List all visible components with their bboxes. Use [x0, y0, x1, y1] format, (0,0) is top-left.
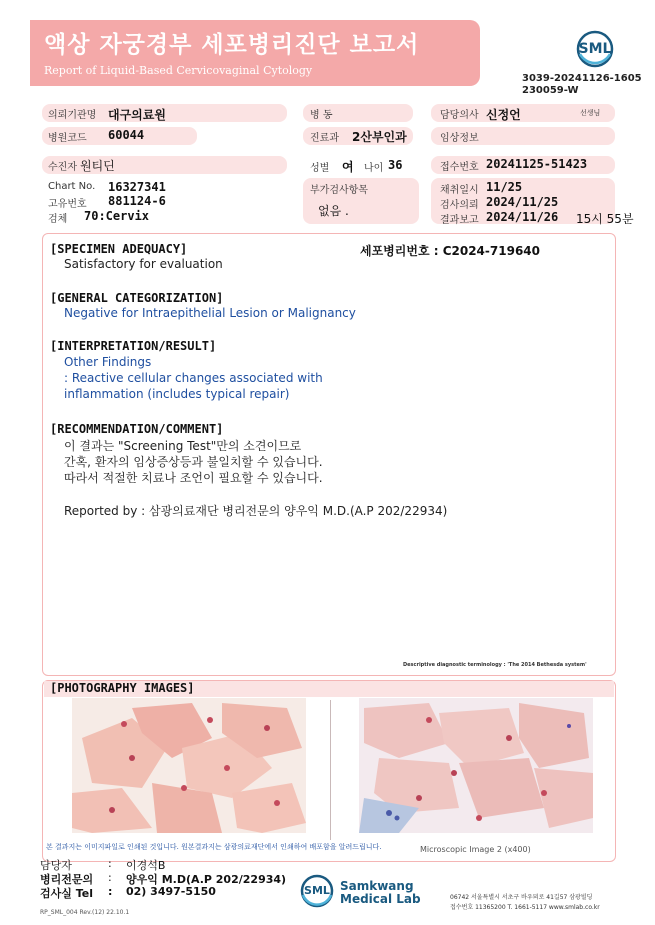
chart-no-value: 16327341 — [108, 180, 166, 194]
photo-heading: [PHOTOGRAPHY IMAGES] — [50, 681, 195, 695]
unique-id-value: 881124-6 — [108, 194, 166, 208]
microscopic-image-2 — [359, 698, 593, 833]
hospital-code-label: 병원코드 — [48, 133, 87, 144]
result-time: 15시 55분 — [576, 212, 634, 226]
dept-label: 진료과 — [310, 133, 339, 144]
staff-colon: : — [108, 857, 112, 870]
code-line-1: 3039-20241126-1605 — [522, 73, 642, 84]
print-notice: 본 결과지는 이미지파일로 인쇄된 것입니다. 원본결과지는 삼광의료재단에서 인쇄하여 배포함을 알려드립니다. — [46, 843, 382, 851]
tel-colon: : — [108, 885, 113, 898]
request-label: 검사의뢰 — [440, 200, 479, 211]
patient-value: 원티딘 — [80, 159, 115, 173]
org-label: 의뢰기관명 — [48, 110, 97, 121]
recommendation-line-2: 간혹, 환자의 임상증상등과 불일치할 수 있습니다. — [64, 455, 323, 469]
report-subtitle: Report of Liquid-Based Cervicovaginal Cytology — [44, 64, 313, 77]
collect-label: 채취일시 — [440, 185, 479, 196]
terminology-note: Descriptive diagnostic terminology : 'The 2014 Bethesda system' — [403, 662, 587, 668]
pathologist-colon: : — [108, 871, 112, 884]
adequacy-heading: [SPECIMEN ADEQUACY] — [50, 242, 188, 256]
patient-label: 수진자 — [48, 162, 77, 173]
address-line-1: 06742 서울특별시 서초구 바우뫼로 41길57 삼광빌딩 — [450, 894, 593, 901]
recommendation-line-1: 이 결과는 "Screening Test"만의 소견이므로 — [64, 439, 302, 453]
hospital-code-value: 60044 — [108, 128, 145, 142]
recommendation-line-3: 따라서 적절한 치료나 조언이 필요할 수 있습니다. — [64, 471, 323, 485]
interpretation-line-2: : Reactive cellular changes associated with — [64, 371, 323, 385]
footer-logo-text: SML — [304, 884, 330, 897]
adequacy-text: Satisfactory for evaluation — [64, 257, 223, 271]
staff-label: 담당자 — [40, 859, 72, 872]
tel-value: 02) 3497-5150 — [126, 885, 216, 898]
interpretation-line-1: Other Findings — [64, 355, 152, 369]
sex-label: 성별 — [310, 163, 330, 174]
recommendation-heading: [RECOMMENDATION/COMMENT] — [50, 422, 224, 436]
image-2-caption: Microscopic Image 2 (x400) — [420, 845, 531, 854]
general-heading: [GENERAL CATEGORIZATION] — [50, 291, 224, 305]
footer-logo-icon — [300, 874, 334, 908]
specimen-value: 70:Cervix — [84, 209, 150, 223]
general-text: Negative for Intraepithelial Lesion or Malignancy — [64, 306, 356, 320]
chart-no-label: Chart No. — [48, 181, 96, 192]
extra-test-value: 없음 . — [318, 204, 349, 218]
extra-test-label: 부가검사항목 — [310, 185, 368, 196]
collect-value: 11/25 — [486, 180, 523, 194]
code-line-2: 230059-W — [522, 85, 579, 96]
request-value: 2024/11/25 — [486, 195, 559, 209]
doctor-value: 신정언 — [486, 108, 521, 122]
clinical-label: 임상정보 — [440, 133, 479, 144]
unique-id-label: 고유번호 — [48, 199, 87, 210]
doctor-label: 담당의사 — [440, 110, 479, 121]
pathologist-label: 병리전문의 — [40, 873, 94, 886]
ward-label: 병 동 — [310, 110, 333, 121]
address-block — [450, 893, 600, 913]
pathologist-value: 양우익 M.D(A.P 202/22934) — [126, 873, 287, 886]
interpretation-heading: [INTERPRETATION/RESULT] — [50, 339, 217, 353]
form-code: RP_SML_004 Rev.(12) 22.10.1 — [40, 909, 130, 916]
org-value: 대구의료원 — [108, 108, 166, 122]
specimen-label: 검체 — [48, 214, 68, 225]
report-codes — [522, 73, 642, 97]
reported-by: Reported by : 삼광의료재단 병리전문의 양우익 M.D.(A.P 202/22934) — [64, 504, 448, 518]
age-label: 나이 — [364, 163, 384, 174]
interpretation-line-3: inflammation (includes typical repair) — [64, 387, 290, 401]
dept-value: 2산부인과 — [352, 130, 407, 144]
doctor-suffix: 선생님 — [580, 109, 601, 117]
image-divider — [330, 700, 331, 840]
patient-pill — [42, 156, 287, 174]
result-label: 결과보고 — [440, 215, 479, 226]
receipt-label: 접수번호 — [440, 162, 479, 173]
receipt-value: 20241125-51423 — [486, 157, 588, 171]
result-value: 2024/11/26 — [486, 210, 559, 224]
address-line-2: 접수번호 11365200 T. 1661-5117 www.smlab.co.kr — [450, 904, 600, 911]
cytology-number: 세포병리번호 : C2024-719640 — [360, 244, 540, 258]
sex-value: 여 — [342, 160, 354, 174]
microscopic-image-1 — [72, 698, 306, 833]
brand-name — [340, 880, 421, 906]
sml-logo-icon — [576, 30, 614, 68]
report-title: 액상 자궁경부 세포병리진단 보고서 — [44, 32, 420, 58]
age-value: 36 — [388, 158, 403, 172]
brand-line-1: Samkwang — [340, 879, 414, 893]
tel-label: 검사실 Tel — [40, 887, 93, 900]
brand-line-2: Medical Lab — [340, 892, 421, 906]
staff-value: 이경석B — [126, 859, 166, 872]
logo-text: SML — [578, 41, 612, 57]
